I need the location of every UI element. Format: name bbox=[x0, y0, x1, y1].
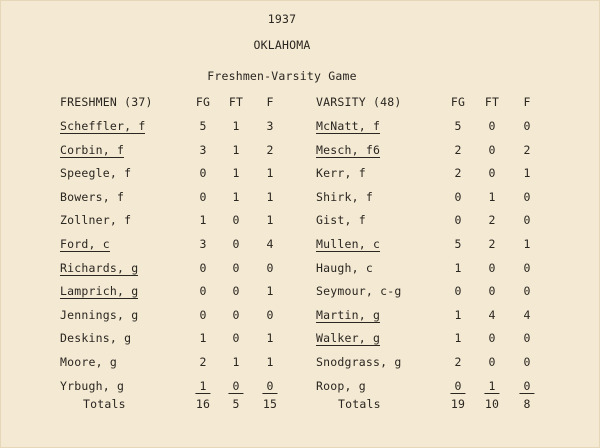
freshmen-player-f: 1 bbox=[266, 213, 274, 227]
varsity-player-name: Shirk, f bbox=[316, 190, 373, 204]
freshmen-player-ft: 1 bbox=[232, 119, 240, 133]
varsity-header: VARSITY (48) bbox=[316, 95, 402, 109]
freshmen-player-f: 2 bbox=[266, 143, 274, 157]
freshmen-player-f: 3 bbox=[266, 119, 274, 133]
freshmen-player-fg: 0 bbox=[199, 190, 207, 204]
varsity-player-fg: 2 bbox=[454, 355, 462, 369]
freshmen-player-fg: 0 bbox=[199, 284, 207, 298]
freshmen-player-name: Yrbugh, g bbox=[60, 379, 125, 393]
freshmen-player-name: Deskins, g bbox=[60, 331, 132, 345]
varsity-player-ft: 0 bbox=[488, 261, 496, 275]
varsity-player-name: Gist, f bbox=[316, 213, 366, 227]
freshmen-total-f: 15 bbox=[262, 397, 278, 411]
varsity-player-name: Roop, g bbox=[316, 379, 366, 393]
freshmen-player-name: Ford, c bbox=[60, 237, 110, 251]
freshmen-player-ft: 0 bbox=[232, 308, 240, 322]
freshmen-player-ft: 0 bbox=[232, 213, 240, 227]
varsity-player-ft: 2 bbox=[488, 213, 496, 227]
freshmen-player-name: Moore, g bbox=[60, 355, 117, 369]
freshmen-player-fg: 1 bbox=[199, 331, 207, 345]
freshmen-player-name: Speegle, f bbox=[60, 166, 132, 180]
varsity-player-fg: 2 bbox=[454, 143, 462, 157]
varsity-player-fg: 5 bbox=[454, 119, 462, 133]
varsity-totals-label: Totals bbox=[338, 397, 381, 411]
varsity-player-name: Snodgrass, g bbox=[316, 355, 402, 369]
varsity-player-fg: 1 bbox=[454, 331, 462, 345]
varsity-f-header: F bbox=[523, 95, 531, 109]
varsity-player-fg: 0 bbox=[454, 213, 462, 227]
game-title: Freshmen-Varsity Game bbox=[207, 69, 357, 83]
varsity-player-fg: 2 bbox=[454, 166, 462, 180]
varsity-player-name: Mullen, c bbox=[316, 237, 381, 251]
freshmen-player-name: Zollner, f bbox=[60, 213, 132, 227]
varsity-player-name: Seymour, c-g bbox=[316, 284, 402, 298]
varsity-player-ft: 4 bbox=[488, 308, 496, 322]
varsity-player-ft: 0 bbox=[488, 355, 496, 369]
freshmen-player-ft: 1 bbox=[232, 166, 240, 180]
freshmen-player-ft: 0 bbox=[232, 237, 240, 251]
freshmen-player-ft: 0 bbox=[228, 379, 243, 394]
varsity-fg-header: FG bbox=[450, 95, 466, 109]
varsity-player-ft: 1 bbox=[488, 190, 496, 204]
freshmen-totals-label: Totals bbox=[83, 397, 126, 411]
freshmen-player-fg: 0 bbox=[199, 166, 207, 180]
freshmen-player-name: Scheffler, f bbox=[60, 119, 146, 133]
freshmen-player-f: 1 bbox=[266, 284, 274, 298]
varsity-player-fg: 1 bbox=[454, 261, 462, 275]
freshmen-player-fg: 3 bbox=[199, 237, 207, 251]
varsity-ft-header: FT bbox=[484, 95, 500, 109]
freshmen-player-ft: 1 bbox=[232, 143, 240, 157]
varsity-player-fg: 1 bbox=[454, 308, 462, 322]
varsity-player-name: Kerr, f bbox=[316, 166, 366, 180]
freshmen-player-name: Corbin, f bbox=[60, 143, 125, 157]
freshmen-player-ft: 1 bbox=[232, 355, 240, 369]
freshmen-player-name: Richards, g bbox=[60, 261, 139, 275]
varsity-total-fg: 19 bbox=[450, 397, 466, 411]
freshmen-player-name: Lamprich, g bbox=[60, 284, 139, 298]
varsity-player-f: 0 bbox=[519, 379, 534, 394]
freshmen-player-fg: 1 bbox=[195, 379, 210, 394]
varsity-player-ft: 0 bbox=[488, 119, 496, 133]
varsity-player-ft: 0 bbox=[488, 166, 496, 180]
varsity-player-f: 0 bbox=[523, 284, 531, 298]
varsity-player-ft: 0 bbox=[488, 331, 496, 345]
freshmen-player-fg: 1 bbox=[199, 213, 207, 227]
freshmen-player-f: 1 bbox=[266, 355, 274, 369]
freshmen-player-fg: 0 bbox=[199, 308, 207, 322]
varsity-player-ft: 0 bbox=[488, 143, 496, 157]
varsity-player-fg: 0 bbox=[454, 190, 462, 204]
varsity-player-name: Martin, g bbox=[316, 308, 381, 322]
freshmen-player-f: 0 bbox=[266, 261, 274, 275]
freshmen-player-fg: 3 bbox=[199, 143, 207, 157]
varsity-total-ft: 10 bbox=[484, 397, 500, 411]
varsity-player-f: 0 bbox=[523, 331, 531, 345]
varsity-player-fg: 0 bbox=[454, 284, 462, 298]
freshmen-total-ft: 5 bbox=[232, 397, 240, 411]
varsity-player-name: Walker, g bbox=[316, 331, 381, 345]
freshmen-player-fg: 0 bbox=[199, 261, 207, 275]
varsity-player-fg: 5 bbox=[454, 237, 462, 251]
freshmen-player-fg: 5 bbox=[199, 119, 207, 133]
varsity-player-f: 0 bbox=[523, 261, 531, 275]
freshmen-header: FRESHMEN (37) bbox=[60, 95, 153, 109]
varsity-player-f: 4 bbox=[523, 308, 531, 322]
freshmen-player-fg: 2 bbox=[199, 355, 207, 369]
freshmen-player-name: Bowers, f bbox=[60, 190, 125, 204]
varsity-player-f: 0 bbox=[523, 119, 531, 133]
freshmen-f-header: F bbox=[266, 95, 274, 109]
freshmen-player-name: Jennings, g bbox=[60, 308, 139, 322]
varsity-player-ft: 0 bbox=[488, 284, 496, 298]
freshmen-player-ft: 0 bbox=[232, 284, 240, 298]
freshmen-player-f: 1 bbox=[266, 190, 274, 204]
varsity-player-f: 0 bbox=[523, 355, 531, 369]
freshmen-player-f: 4 bbox=[266, 237, 274, 251]
freshmen-player-ft: 0 bbox=[232, 261, 240, 275]
varsity-player-fg: 0 bbox=[450, 379, 465, 394]
year-heading: 1937 bbox=[267, 12, 297, 26]
freshmen-player-f: 1 bbox=[266, 166, 274, 180]
freshmen-player-ft: 1 bbox=[232, 190, 240, 204]
varsity-player-name: McNatt, f bbox=[316, 119, 381, 133]
varsity-player-f: 1 bbox=[523, 237, 531, 251]
freshmen-ft-header: FT bbox=[228, 95, 244, 109]
varsity-player-ft: 2 bbox=[488, 237, 496, 251]
freshmen-fg-header: FG bbox=[195, 95, 211, 109]
varsity-player-f: 0 bbox=[523, 190, 531, 204]
freshmen-total-fg: 16 bbox=[195, 397, 211, 411]
varsity-player-f: 0 bbox=[523, 213, 531, 227]
varsity-total-f: 8 bbox=[523, 397, 531, 411]
school-heading: OKLAHOMA bbox=[253, 38, 311, 52]
varsity-player-name: Haugh, c bbox=[316, 261, 373, 275]
varsity-player-f: 1 bbox=[523, 166, 531, 180]
freshmen-player-ft: 0 bbox=[232, 331, 240, 345]
freshmen-player-f: 0 bbox=[262, 379, 277, 394]
freshmen-player-f: 1 bbox=[266, 331, 274, 345]
varsity-player-ft: 1 bbox=[484, 379, 499, 394]
freshmen-player-f: 0 bbox=[266, 308, 274, 322]
varsity-player-name: Mesch, f6 bbox=[316, 143, 381, 157]
varsity-player-f: 2 bbox=[523, 143, 531, 157]
